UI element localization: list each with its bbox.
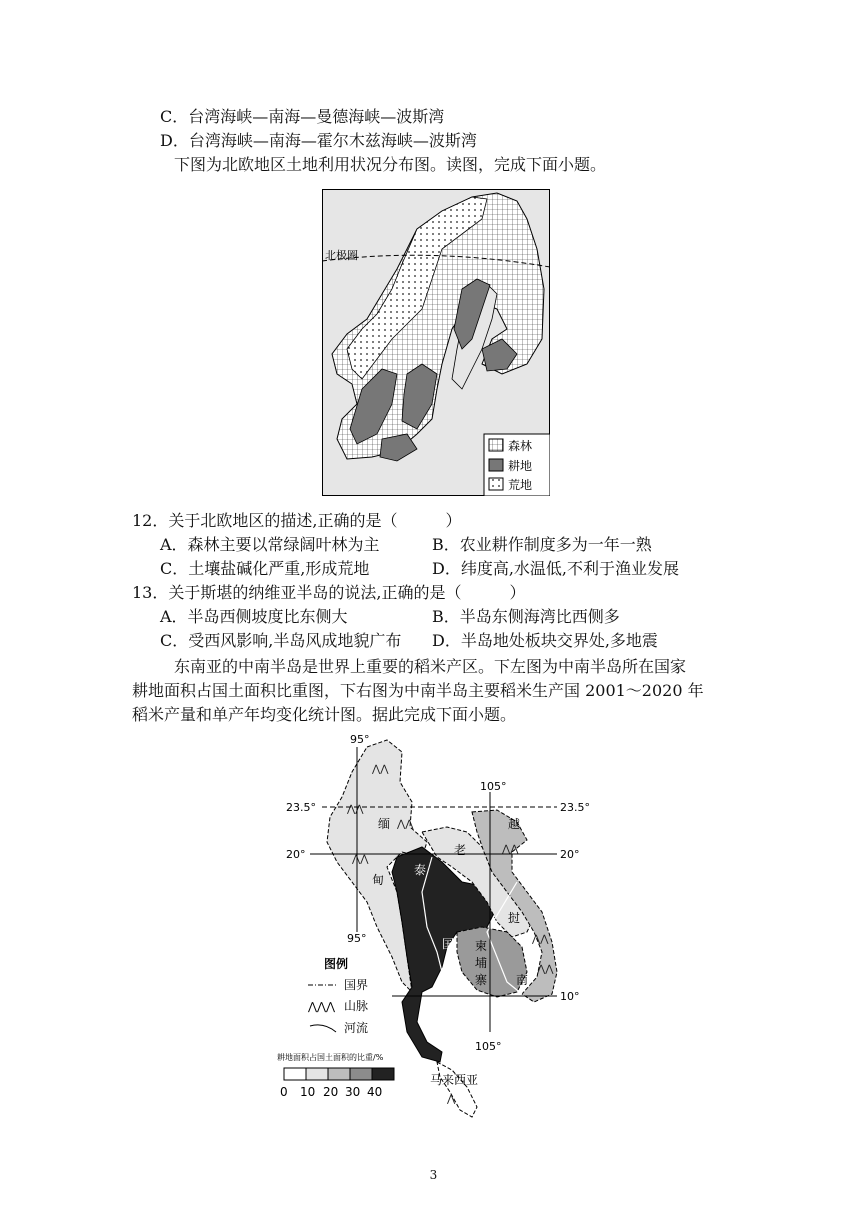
northern-europe-land-use-map: [322, 189, 550, 496]
label-cambodia-2: 埔: [475, 956, 488, 970]
scale-swatch-2: [328, 1068, 350, 1080]
label-thailand-1: 泰: [414, 863, 427, 877]
intro-paragraph: 下图为北欧地区土地利用状况分布图。读图，完成下面小题。: [174, 155, 607, 174]
svg-text:⋀: ⋀: [447, 1094, 456, 1105]
q12-option-b: B．农业耕作制度多为一年一熟: [432, 535, 652, 554]
svg-text:⋀⋀: ⋀⋀: [397, 819, 414, 830]
label-thailand-2: 国: [442, 937, 455, 951]
legend-farmland: 耕地: [508, 459, 533, 473]
lat-20-left-label: 20°: [286, 848, 306, 861]
q12-stem: 12．关于北欧地区的描述,正确的是（ ）: [132, 511, 462, 530]
svg-text:⋀⋀: ⋀⋀: [352, 854, 369, 865]
q12-option-c: C．土壤盐碱化严重,形成荒地: [160, 559, 370, 578]
mountain-symbol: ⋀⋀⋀: [308, 1000, 336, 1013]
scale-title: 耕地面积占国土面积的比重/%: [277, 1053, 384, 1062]
q12-option-d: D．纬度高,水温低,不利于渔业发展: [432, 559, 680, 578]
q13-option-d: D．半岛地处板块交界处,多地震: [432, 631, 658, 650]
lat-23-5-right-label: 23.5°: [560, 801, 590, 814]
lat-10-label: 10°: [560, 990, 580, 1003]
q13-option-c: C．受西风影响,半岛风成地貌广布: [160, 631, 402, 650]
q13-option-b: B．半岛东侧海湾比西侧多: [432, 607, 620, 626]
label-cambodia-3: 寨: [475, 973, 488, 987]
legend-mountain: 山脉: [344, 999, 369, 1013]
forest-swatch: [489, 439, 503, 451]
scale-tick-30: 30: [345, 1085, 361, 1099]
label-malaysia: 马来西亚: [430, 1073, 479, 1087]
q12-option-a: A．森林主要以常绿阔叶林为主: [160, 535, 380, 554]
svg-text:⋀⋀: ⋀⋀: [347, 804, 364, 815]
scale-tick-0: 0: [280, 1085, 288, 1099]
indochina-cropland-map: [272, 732, 602, 1122]
river-symbol: [310, 1025, 336, 1032]
q13-option-a: A．半岛西侧坡度比东侧大: [160, 607, 348, 626]
farmland-swatch: [489, 459, 503, 471]
label-laos: 老: [454, 843, 467, 857]
lon-105-top-label: 105°: [480, 780, 507, 793]
scale-bar: [284, 1068, 394, 1080]
legend-border: 国界: [344, 978, 369, 992]
label-myanmar-1: 缅: [378, 817, 391, 831]
scale-swatch-4: [372, 1068, 394, 1080]
lat-20-right-label: 20°: [560, 848, 580, 861]
intro2-line-3: 稻米产量和单产年均变化统计图。据此完成下面小题。: [132, 705, 517, 724]
svg-text:⋀⋀: ⋀⋀: [502, 844, 519, 855]
legend-forest: 森林: [508, 439, 533, 453]
svg-text:⋀⋀: ⋀⋀: [537, 964, 554, 975]
q13-stem: 13．关于斯堪的纳维亚半岛的说法,正确的是（ ）: [132, 583, 526, 602]
scale-tick-20: 20: [323, 1085, 339, 1099]
label-vietnam-3: 挝: [508, 911, 521, 925]
legend-title: 图例: [324, 957, 349, 971]
scale-swatch-1: [306, 1068, 328, 1080]
label-vietnam-2: 南: [516, 973, 529, 987]
scale-swatch-3: [350, 1068, 372, 1080]
label-myanmar-2: 甸: [372, 873, 385, 887]
lon-105-bottom-label: 105°: [475, 1040, 502, 1053]
legend-wasteland: 荒地: [508, 478, 533, 492]
intro2-line-1: 东南亚的中南半岛是世界上重要的稻米产区。下左图为中南半岛所在国家: [174, 657, 687, 676]
lon-95-top-label: 95°: [350, 733, 370, 746]
option-d: D．台湾海峡—南海—霍尔木兹海峡—波斯湾: [160, 131, 477, 150]
legend-river: 河流: [344, 1021, 369, 1035]
lat-23-5-left-label: 23.5°: [286, 801, 316, 814]
intro2-line-2: 耕地面积占国土面积比重图，下右图为中南半岛主要稻米生产国 2001～2020 年: [132, 681, 704, 700]
malaysia-region: [437, 1062, 477, 1117]
scale-tick-40: 40: [367, 1085, 383, 1099]
wasteland-swatch: [489, 478, 503, 490]
arctic-circle-label: 北极圈: [325, 249, 358, 262]
page-number: 3: [429, 1168, 438, 1182]
svg-text:⋀⋀: ⋀⋀: [532, 934, 549, 945]
option-c: C．台湾海峡—南海—曼德海峡—波斯湾: [160, 107, 445, 126]
svg-text:⋀⋀: ⋀⋀: [372, 764, 389, 775]
lon-95-bottom-label: 95°: [347, 932, 367, 945]
label-cambodia-1: 柬: [475, 939, 488, 953]
label-vietnam-1: 越: [508, 817, 521, 831]
scale-swatch-0: [284, 1068, 306, 1080]
scale-tick-10: 10: [300, 1085, 316, 1099]
